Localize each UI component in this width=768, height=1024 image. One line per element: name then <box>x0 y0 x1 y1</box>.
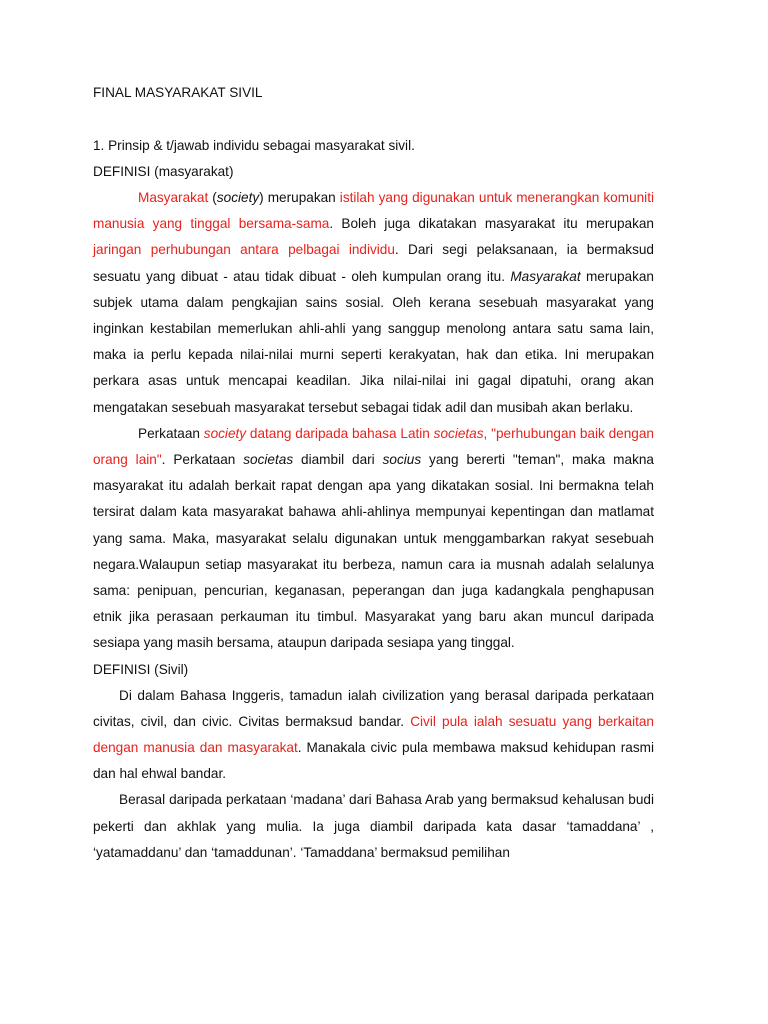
text-run: merupakan subjek utama dalam pengkajian sains sosial. Oleh kerana sesebuah masyarakat yang inginkan kestabilan memerlukan ahli-ahli yang sanggup menolong antara satu sama lain, maka ia perlu kepada nilai-nilai murni seperti kerakyatan, hak dan etika. Ini merupakan perkara asas untuk mencapai keadilan. Jika nilai-nilai ini gagal dipatuhi, orang akan mengatakan sesebuah masyarakat tersebut sebagai tidak adil dan musibah akan berlaku. <box>93 268 654 415</box>
text-run: Perkataan <box>138 425 204 441</box>
text-red: Civil pula ialah sesuatu yang berkaitan dengan manusia dan masyarakat <box>93 713 654 756</box>
paragraph-madana: Berasal daripada perkataan ‘madana’ dari Bahasa Arab yang bermaksud kehalusan budi pekerti dan akhlak yang mulia. Ia juga diambil daripada kata dasar ‘tamaddana’ , ‘yatamaddanu’ dan ‘tamaddunan’. ‘Tamaddana’ bermaksud pemilihan <box>93 792 654 860</box>
text-run: . Boleh juga dikatakan masyarakat itu merupakan <box>329 216 654 232</box>
text-run: . Dari segi pelaksanaan, ia bermaksud sesuatu yang dibuat - atau tidak dibuat - oleh kumpulan orang itu. <box>93 242 654 284</box>
text-run: . Perkataan <box>161 452 244 468</box>
text-run: ) merupakan <box>259 190 340 205</box>
text-run: Di dalam Bahasa Inggeris, tamadun ialah civilization yang berasal daripada perkataan civitas, civil, dan civic. Civitas bermaksud bandar. <box>93 687 654 729</box>
text-run: ( <box>208 190 217 205</box>
heading-definisi-masyarakat: DEFINISI (masyarakat) <box>93 164 234 179</box>
text-red: , "perhubungan baik dengan orang lain" <box>93 425 654 468</box>
paragraph-sivil <box>93 683 654 788</box>
text-run: yang bererti "teman", maka makna masyarakat itu adalah berkait rapat dengan apa yang dikatakan sosial. Ini bermakna telah tersirat dalam kata masyarakat bahawa ahli-ahlinya mempunyai kepentingan dan matlamat yang sama. Maka, masyarakat selalu digunakan untuk menggambarkan rakyat sesebuah negara.Walaupun setiap masyarakat itu berbeza, namun cara ia musnah adalah selalunya sama: penipuan, pencurian, keganasan, peperangan dan juga kadangkala penghapusan etnik jika perasaan perkauman itu timbul. Masyarakat yang baru akan muncul daripada sesiapa yang masih bersama, ataupun daripada sesiapa yang tinggal. <box>93 452 654 651</box>
paragraph-masyarakat <box>93 185 654 421</box>
text-run: diambil dari <box>293 452 383 468</box>
text-run: . Manakala civic pula membawa maksud kehidupan rasmi dan hal ehwal bandar. <box>93 740 655 782</box>
text-italic: society <box>216 190 260 205</box>
text-red: istilah yang digunakan untuk menerangkan komuniti manusia yang tinggal bersama-sama <box>93 190 654 232</box>
heading-definisi-sivil: DEFINISI (Sivil) <box>93 661 189 677</box>
text-red-italic: societas <box>433 425 484 441</box>
item-1: 1. Prinsip & t/jawab individu sebagai masyarakat sivil. <box>93 138 415 153</box>
text-red: jaringan perhubungan antara pelbagai individu <box>93 242 395 258</box>
document-body <box>93 80 654 866</box>
text-italic: socius <box>382 452 422 468</box>
paragraph-society <box>93 421 654 657</box>
text-red-italic: society <box>203 425 247 441</box>
text-red: Masyarakat <box>138 190 209 205</box>
text-italic: Masyarakat <box>510 268 581 284</box>
text-red: datang daripada bahasa Latin <box>246 425 434 441</box>
document-title: FINAL MASYARAKAT SIVIL <box>93 85 263 100</box>
text-italic: societas <box>243 452 294 468</box>
spacer <box>93 106 654 133</box>
